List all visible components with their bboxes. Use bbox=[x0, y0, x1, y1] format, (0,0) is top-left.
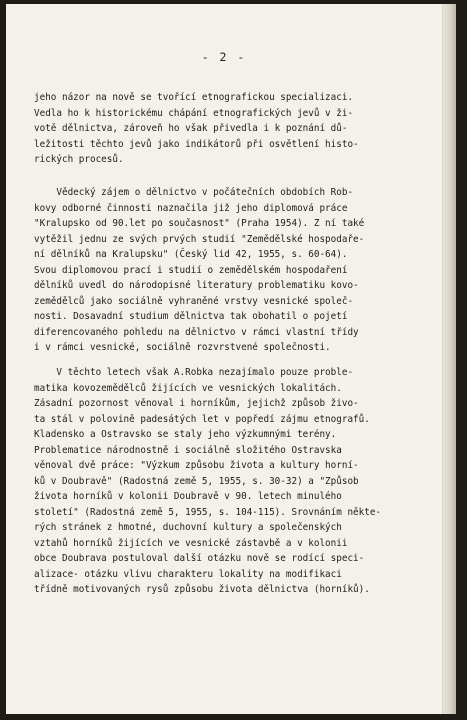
text-line: Vědecký zájem o dělnictvo v počátečních obdobích Rob- bbox=[34, 187, 354, 198]
page-number: - 2 - bbox=[201, 50, 247, 64]
paragraph-2 bbox=[34, 185, 394, 356]
text-line: vytěžil jednu ze svých prvých studií "Zemědělské hospodaře- bbox=[34, 233, 365, 245]
text-line: i v rámci vesnické, sociálně rozvrstvené společnosti. bbox=[34, 342, 331, 353]
text-line: V těchto letech však A.Robka nezajímalo pouze proble- bbox=[34, 367, 354, 378]
text-line: života horníků v kolonii Doubravě v 90. letech minulého bbox=[34, 491, 342, 502]
text-line: alizace- otázku vlivu charakteru lokality na modifikaci bbox=[34, 568, 342, 580]
text-line: rických procesů. bbox=[34, 154, 124, 165]
text-line: jeho názor na nově se tvořící etnografickou specializaci. bbox=[34, 92, 354, 103]
text-line: dělníků uvedl do národopisné literatury problematiku kovo- bbox=[34, 280, 359, 291]
paragraph-1 bbox=[34, 90, 394, 168]
paragraph-3 bbox=[34, 365, 394, 598]
text-line: kovy odborné činnosti naznačila již jeho diplomová práce bbox=[34, 202, 348, 214]
text-line: rých stránek z hmotné, duchovní kultury a společenských bbox=[34, 522, 342, 533]
text-line: ta stál v polovině padesátých let v popředí zájmu etnografů. bbox=[34, 413, 370, 425]
text-line: nosti. Dosavadní studium dělnictva tak obohatil o pojetí bbox=[34, 311, 348, 322]
text-line: Vedla ho k historickému chápání etnografických jevů v ži- bbox=[34, 107, 354, 119]
text-line: třídně motivovaných rysů způsobu života dělnictva (horníků). bbox=[34, 584, 370, 595]
page-edge bbox=[442, 4, 456, 714]
text-line: věnoval dvě práce: "Výzkum způsobu života a kultury horní- bbox=[34, 460, 359, 471]
text-line: Kladensko a Ostravsko se staly jeho výzkumnými terény. bbox=[34, 429, 337, 440]
text-line: "Kralupsko od 90.let po současnost" (Praha 1954). Z ní také bbox=[34, 218, 365, 229]
text-line: vztahů horníků žijících ve vesnické zástavbě a v kolonii bbox=[34, 537, 348, 549]
text-line: ležitosti těchto jevů jako indikátorů při osvětlení histo- bbox=[34, 138, 359, 150]
text-line: Svou diplomovou prací i studií o zemědělském hospodaření bbox=[34, 264, 348, 276]
text-line: votě dělnictva, zároveň ho však přivedla i k poznání dů- bbox=[34, 123, 348, 134]
text-line: ků v Doubravě" (Radostná země 5, 1955, s. 30-32) a "Způsob bbox=[34, 475, 359, 487]
document-page bbox=[6, 4, 442, 714]
text-line: diferencovaného pohledu na dělnictvo v rámci vlastní třídy bbox=[34, 326, 359, 338]
text-line: Zásadní pozornost věnoval i horníkům, jejichž způsob živo- bbox=[34, 398, 359, 409]
text-line: obce Doubrava postuloval další otázku nově se rodící speci- bbox=[34, 553, 365, 564]
text-line: matika kovozemědělců žijících ve vesnických lokalitách. bbox=[34, 382, 342, 394]
text-line: století" (Radostná země 5, 1955, s. 104-115). Srovnáním někte- bbox=[34, 506, 382, 518]
text-line: zemědělců jako sociálně vyhraněné vrstvy vesnické společ- bbox=[34, 295, 354, 307]
text-line: ní dělníků na Kralupsku" (Český lid 42, 1955, s. 60-64). bbox=[34, 249, 348, 260]
text-line: Problematice národnostně i sociálně složitého Ostravska bbox=[34, 444, 342, 456]
